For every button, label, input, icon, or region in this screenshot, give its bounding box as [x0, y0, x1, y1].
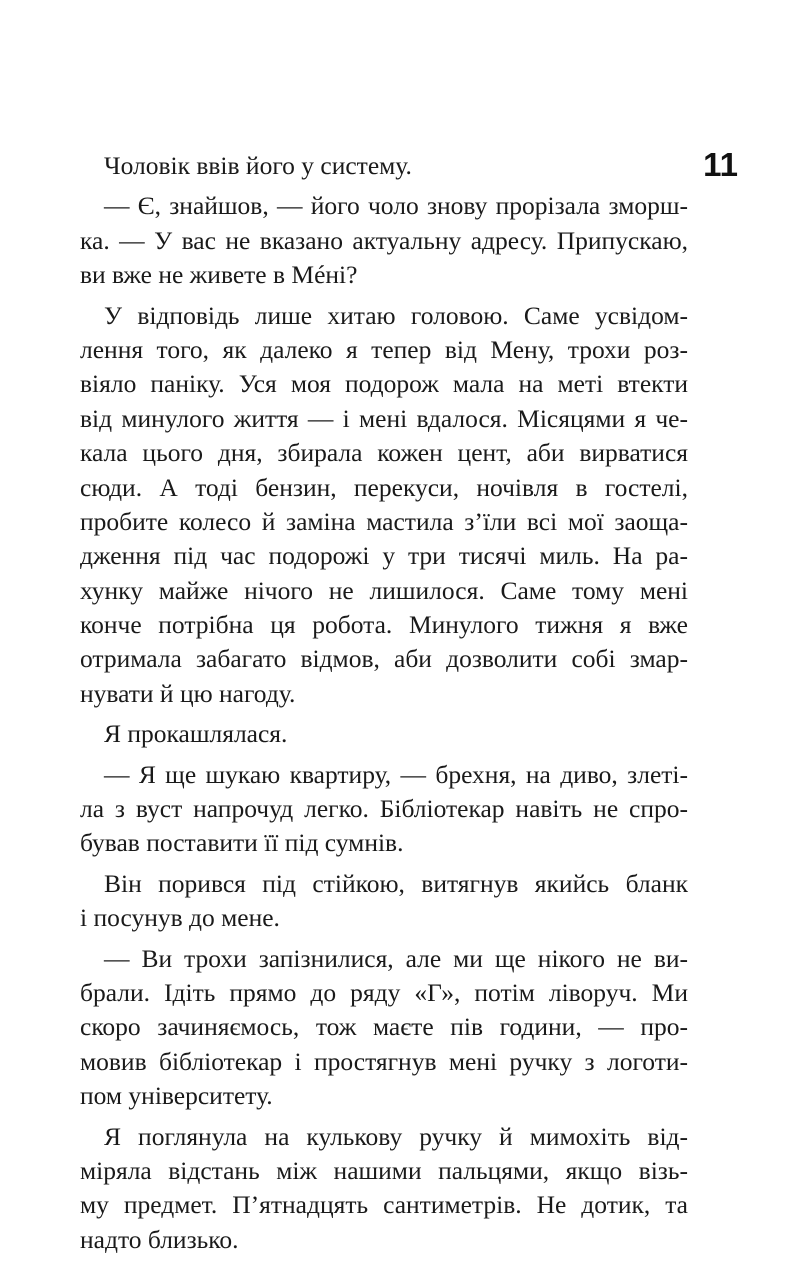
text-line: бував поставити її під сумнів. — [80, 828, 404, 858]
text-line: лення того, як далеко я тепер від Мену, трохи роз- — [80, 334, 688, 364]
text-line: брали. Ідіть прямо до ряду «Г», потім ліворуч. Ми — [80, 977, 688, 1007]
text-line: від минулого життя — і мені вдалося. Місяцями я че- — [80, 403, 688, 433]
text-line: дження під час подорожі у три тисячі миль. На ра- — [80, 541, 688, 571]
page-number: 11 — [703, 146, 738, 183]
paragraph — [80, 299, 688, 712]
text-line: отримала забагато відмов, аби дозволити собі змар- — [80, 644, 688, 674]
text-line: Я поглянула на кулькову ручку й мимохіть від- — [104, 1121, 688, 1151]
paragraph — [80, 1120, 688, 1258]
text-line: ла з вуст напрочуд легко. Бібліотекар навіть не спро- — [80, 794, 688, 824]
body-text — [80, 149, 688, 1263]
text-line: ви вже не живете в Мéні? — [80, 260, 358, 290]
text-line: Чоловік ввів його у систему. — [104, 151, 412, 180]
text-line: — Ви трохи запізнилися, але ми ще нікого не ви- — [104, 943, 688, 973]
text-line: сюди. А тоді бензин, перекуси, ночівля в гостелі, — [80, 472, 688, 502]
paragraph — [80, 942, 688, 1114]
text-line: мовив бібліотекар і простягнув мені ручку з логоти- — [80, 1046, 688, 1076]
text-line: конче потрібна ця робота. Минулого тижня я вже — [80, 610, 688, 640]
text-line: нувати й цю нагоду. — [80, 678, 296, 708]
text-line: надто близько. — [80, 1224, 239, 1254]
text-line: кала цього дня, збирала кожен цент, аби вирватися — [80, 438, 688, 468]
text-line: скоро зачиняємось, тож маєте пів години, — про- — [80, 1012, 688, 1042]
paragraph — [80, 149, 688, 183]
text-line: міряла відстань між нашими пальцями, якщо візь- — [80, 1155, 688, 1185]
text-line: пробите колесо й заміна мастила з’їли всі мої заоща- — [80, 506, 688, 536]
text-line: — Я ще шукаю квартиру, — брехня, на диво, злеті- — [104, 759, 688, 789]
text-line: віяло паніку. Уся моя подорож мала на меті втекти — [80, 369, 688, 399]
text-line: У відповідь лише хитаю головою. Саме усвідом- — [104, 300, 688, 330]
text-line: хунку майже нічого не лишилося. Саме тому мені — [80, 575, 688, 605]
paragraph — [80, 867, 688, 936]
text-line: Я прокашлялася. — [104, 719, 288, 749]
text-line: ка. — У вас не вказано актуальну адресу. Припускаю, — [80, 225, 688, 255]
text-line: — Є, знайшов, — його чоло знову прорізала зморш- — [104, 191, 688, 221]
text-line: і посунув до мене. — [80, 903, 280, 933]
paragraph — [80, 758, 688, 861]
text-line: му предмет. П’ятнадцять сантиметрів. Не дотик, та — [80, 1190, 688, 1220]
paragraph — [80, 717, 688, 751]
paragraph — [80, 189, 688, 292]
text-line: Він порився під стійкою, витягнув якийсь бланк — [104, 868, 688, 898]
text-line: пом університету. — [80, 1081, 273, 1111]
